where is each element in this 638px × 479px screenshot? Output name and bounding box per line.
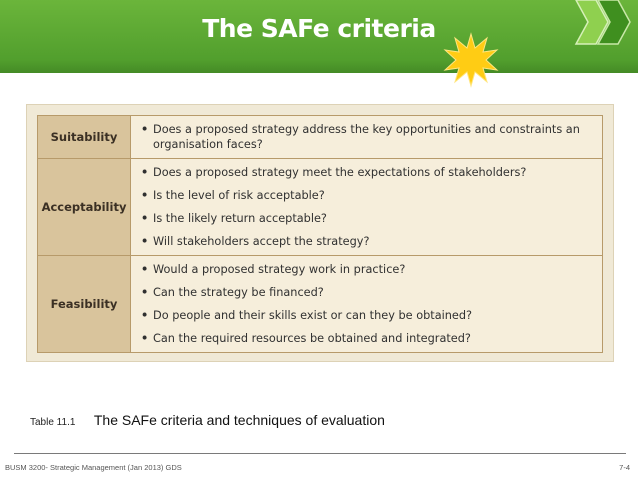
list-item: • Does a proposed strategy address the key opportunities and constraints an organisation faces? — [139, 122, 594, 152]
slide-title: The SAFe criteria — [202, 14, 436, 43]
safe-criteria-table — [37, 115, 603, 353]
list-item: • Can the required resources be obtained and integrated? — [139, 331, 594, 346]
header-shade — [0, 60, 638, 73]
list-item: • Can the strategy be financed? — [139, 285, 594, 300]
footer-course: BUSM 3200- Strategic Management (Jan 2013) GDS — [5, 463, 182, 472]
criterion-points — [131, 159, 603, 256]
criterion-label: Suitability — [38, 116, 131, 159]
criterion-points — [131, 256, 603, 353]
caption-text: The SAFe criteria and techniques of evaluation — [93, 412, 385, 428]
table-row — [38, 159, 603, 256]
page-number: 7-4 — [619, 463, 630, 472]
table-caption — [30, 412, 385, 430]
table-panel — [26, 104, 614, 362]
list-item: • Is the level of risk acceptable? — [139, 188, 594, 203]
criterion-label: Acceptability — [38, 159, 131, 256]
starburst-icon — [443, 32, 499, 88]
table-row — [38, 116, 603, 159]
chevron-decoration-icon — [574, 0, 632, 58]
caption-number: Table 11.1 — [30, 417, 76, 428]
table-row — [38, 256, 603, 353]
list-item: • Do people and their skills exist or can they be obtained? — [139, 308, 594, 323]
footer-divider — [14, 453, 626, 454]
criterion-label: Feasibility — [38, 256, 131, 353]
slide-header — [0, 0, 638, 73]
list-item: • Would a proposed strategy work in practice? — [139, 262, 594, 277]
list-item: • Does a proposed strategy meet the expectations of stakeholders? — [139, 165, 594, 180]
criterion-points — [131, 116, 603, 159]
list-item: • Will stakeholders accept the strategy? — [139, 234, 594, 249]
list-item: • Is the likely return acceptable? — [139, 211, 594, 226]
